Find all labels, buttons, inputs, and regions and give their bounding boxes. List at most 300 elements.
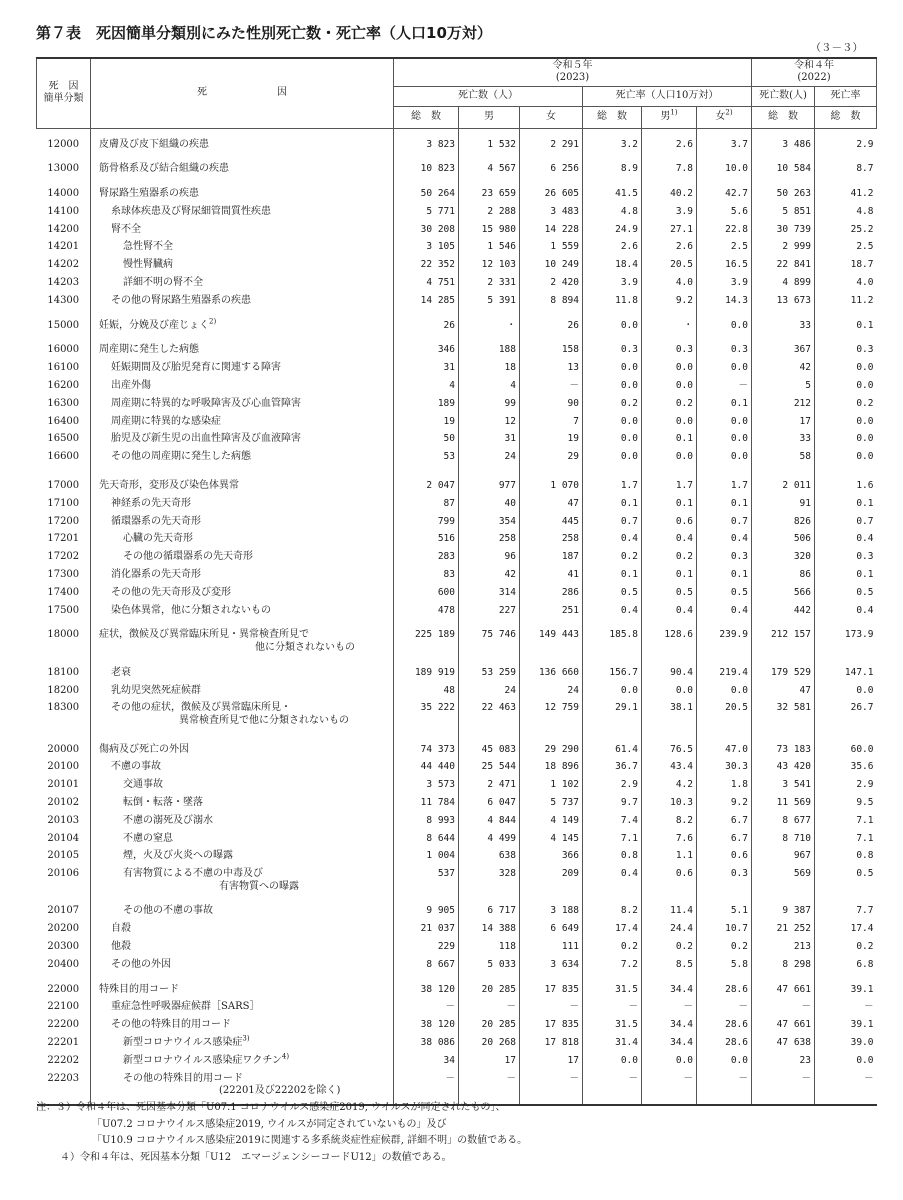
row-cause	[91, 496, 394, 514]
row-value: 14.3	[697, 293, 752, 311]
row-value: 4	[394, 378, 459, 396]
row-code: 17200	[47, 515, 80, 527]
row-value: 2 471	[459, 777, 520, 795]
row-value: 10 249	[520, 257, 583, 275]
header-male: 男	[459, 106, 520, 128]
row-cause-label: 糸球体疾患及び腎尿細管間質性疾患	[111, 205, 271, 217]
row-value: 1.7	[642, 467, 697, 496]
row-value: 41	[520, 567, 583, 585]
row-value: 5 771	[394, 204, 459, 222]
row-value: 2 420	[520, 275, 583, 293]
row-value: 47 661	[752, 1017, 815, 1035]
row-value: 10.0	[697, 154, 752, 179]
row-cause-label: 不慮の窒息	[123, 832, 173, 844]
row-value: 0.7	[697, 514, 752, 532]
row-cause-label: 腎尿路生殖器系の疾患	[99, 188, 199, 200]
row-value: 2.6	[642, 239, 697, 257]
row-value: ・	[642, 311, 697, 336]
row-code: 13000	[47, 163, 80, 175]
row-value: 28.6	[697, 975, 752, 1000]
row-value: 7.1	[815, 831, 877, 849]
table-row	[37, 999, 877, 1017]
row-value: 74 373	[394, 731, 459, 760]
row-cause	[91, 1053, 394, 1071]
row-value: 0.2	[642, 939, 697, 957]
row-cause	[91, 939, 394, 957]
row-value: 0.6	[642, 514, 697, 532]
row-value: 9.2	[697, 795, 752, 813]
row-value: 0.0	[583, 360, 642, 378]
row-value: 1 546	[459, 239, 520, 257]
table-row	[37, 396, 877, 414]
row-value: 0.0	[697, 431, 752, 449]
row-value: 31.5	[583, 1017, 642, 1035]
table-row	[37, 378, 877, 396]
row-value: 9.2	[642, 293, 697, 311]
row-code: 16000	[47, 344, 80, 356]
row-value: －	[697, 1071, 752, 1105]
row-value: 14 228	[520, 222, 583, 240]
row-cause	[91, 658, 394, 683]
row-value: 212	[752, 396, 815, 414]
row-value: 11.2	[815, 293, 877, 311]
row-cause-label: 周産期に発生した病態	[99, 344, 199, 356]
row-cause	[91, 549, 394, 567]
table-row	[37, 620, 877, 657]
header-total: 総 数	[394, 106, 459, 128]
row-value: 0.5	[815, 866, 877, 896]
row-cause-label: その他の外因	[111, 958, 171, 970]
row-value: －	[815, 999, 877, 1017]
table-row	[37, 179, 877, 204]
row-value: 537	[394, 866, 459, 896]
mortality-table	[36, 57, 877, 1106]
row-cause-label-cont: 異常検査所見で他に分類されないもの	[179, 714, 349, 726]
row-value: 5.1	[697, 896, 752, 921]
row-value: 0.8	[815, 848, 877, 866]
row-cause-label: 症状，徴候及び異常臨床所見・異常検査所見で	[99, 629, 309, 641]
row-value: 0.4	[815, 531, 877, 549]
table-row	[37, 759, 877, 777]
row-value: 29 290	[520, 731, 583, 760]
row-cause-label: 転倒・転落・墜落	[123, 797, 203, 808]
row-cause	[91, 128, 394, 154]
row-value: 11.8	[583, 293, 642, 311]
row-value: 0.2	[642, 549, 697, 567]
row-value: 0.1	[697, 396, 752, 414]
row-value: 7.1	[583, 831, 642, 849]
row-code: 14200	[47, 223, 80, 235]
row-value: 0.2	[697, 939, 752, 957]
row-cause	[91, 731, 394, 760]
row-value: 0.0	[642, 360, 697, 378]
row-value: 47 638	[752, 1035, 815, 1053]
table-row	[37, 222, 877, 240]
row-value: 33	[752, 431, 815, 449]
row-value: 90	[520, 396, 583, 414]
row-cause-label: 妊娠期間及び胎児発育に関連する障害	[111, 362, 281, 374]
row-value: 2.9	[815, 777, 877, 795]
row-value: 173.9	[815, 620, 877, 657]
row-value: 10 823	[394, 154, 459, 179]
row-value: 39.1	[815, 975, 877, 1000]
row-code: 20104	[47, 832, 80, 844]
row-cause-label: 不慮の溺死及び溺水	[123, 814, 213, 826]
row-value: 18 896	[520, 759, 583, 777]
row-value: 96	[459, 549, 520, 567]
row-value: 12 103	[459, 257, 520, 275]
row-value: 20 285	[459, 975, 520, 1000]
row-value: 13	[520, 360, 583, 378]
note-3-line3: 「U10.9 コロナウイルス感染症2019に関連する多系統炎症性症候群, 詳細不明」の数値である。	[92, 1135, 528, 1146]
row-code: 22200	[47, 1019, 80, 1031]
row-value: －	[815, 1071, 877, 1105]
row-value: 40	[459, 496, 520, 514]
row-value: 4 499	[459, 831, 520, 849]
row-value: 0.3	[583, 335, 642, 360]
row-value: 0.0	[815, 683, 877, 701]
row-value: 111	[520, 939, 583, 957]
row-value: 1.1	[642, 848, 697, 866]
row-code: 20107	[47, 905, 80, 917]
row-cause	[91, 813, 394, 831]
row-cause-label: 染色体異常，他に分類されないもの	[111, 604, 271, 616]
row-cause	[91, 567, 394, 585]
row-value: 38 120	[394, 975, 459, 1000]
table-row	[37, 1017, 877, 1035]
row-value: 11.4	[642, 896, 697, 921]
row-value: 9.7	[583, 795, 642, 813]
row-value: 73 183	[752, 731, 815, 760]
row-value: 258	[520, 531, 583, 549]
row-cause	[91, 514, 394, 532]
row-cause	[91, 585, 394, 603]
row-value: 42.7	[697, 179, 752, 204]
row-value: 189	[394, 396, 459, 414]
row-value: －	[459, 1071, 520, 1105]
row-code: 22000	[47, 983, 80, 995]
row-code: 16300	[47, 397, 80, 409]
row-value: 47 661	[752, 975, 815, 1000]
row-value: 18	[459, 360, 520, 378]
row-value: 34.4	[642, 975, 697, 1000]
row-value: 17	[752, 414, 815, 432]
row-value: 225 189	[394, 620, 459, 657]
row-cause-label: 老衰	[111, 666, 131, 678]
row-value: 6.8	[815, 957, 877, 975]
table-row	[37, 467, 877, 496]
row-cause-label: 乳幼児突然死症候群	[111, 684, 201, 696]
row-value: 20.5	[642, 257, 697, 275]
row-cause-label: その他の特殊目的用コード	[123, 1072, 243, 1084]
row-value: －	[459, 999, 520, 1017]
row-code: 17202	[47, 551, 80, 563]
row-cause-label: 胎児及び新生児の出血性障害及び血液障害	[111, 433, 301, 445]
row-cause	[91, 335, 394, 360]
row-value: 239.9	[697, 620, 752, 657]
row-value: 22 463	[459, 700, 520, 730]
row-value: 3.9	[697, 275, 752, 293]
row-value: 15 980	[459, 222, 520, 240]
row-value: 251	[520, 603, 583, 621]
row-value: 1.6	[815, 467, 877, 496]
row-value: 19	[394, 414, 459, 432]
row-value: 8 298	[752, 957, 815, 975]
row-value: 0.0	[583, 414, 642, 432]
row-value: 0.4	[815, 603, 877, 621]
row-value: 9 905	[394, 896, 459, 921]
row-cause-label: 周産期に特異的な感染症	[111, 415, 221, 427]
row-value: 0.1	[642, 567, 697, 585]
table-row	[37, 921, 877, 939]
row-value: 0.3	[815, 335, 877, 360]
row-cause	[91, 360, 394, 378]
row-value: 11 569	[752, 795, 815, 813]
row-cause-label: 傷病及び死亡の外因	[99, 743, 189, 755]
row-cause	[91, 467, 394, 496]
row-value: －	[520, 999, 583, 1017]
row-value: 3 573	[394, 777, 459, 795]
row-value: 2.5	[697, 239, 752, 257]
row-value: 61.4	[583, 731, 642, 760]
row-value: 212 157	[752, 620, 815, 657]
row-value: 90.4	[642, 658, 697, 683]
row-code: 20400	[47, 958, 80, 970]
table-row	[37, 335, 877, 360]
row-value: 24	[520, 683, 583, 701]
row-cause-label: 重症急性呼吸器症候群［SARS］	[111, 1001, 260, 1013]
row-value: 38 086	[394, 1035, 459, 1053]
row-value: 58	[752, 449, 815, 467]
row-value: 45 083	[459, 731, 520, 760]
row-cause	[91, 257, 394, 275]
row-value: 2 999	[752, 239, 815, 257]
row-value: 8 644	[394, 831, 459, 849]
row-value: 2.9	[583, 777, 642, 795]
row-cause	[91, 431, 394, 449]
row-cause-label: 循環器系の先天奇形	[111, 515, 201, 527]
table-row	[37, 257, 877, 275]
row-value: 0.1	[815, 496, 877, 514]
row-cause-label-cont: 有害物質への曝露	[219, 880, 299, 892]
row-value: 83	[394, 567, 459, 585]
table-row	[37, 531, 877, 549]
row-value: 0.0	[815, 414, 877, 432]
row-value: 5 851	[752, 204, 815, 222]
row-value: 0.1	[642, 431, 697, 449]
row-code: 16500	[47, 433, 80, 445]
row-cause-label: 不慮の事故	[111, 761, 161, 773]
row-value: 50 264	[394, 179, 459, 204]
row-value: 99	[459, 396, 520, 414]
row-cause-label: その他の症状，徴候及び異常臨床所見・	[111, 702, 291, 714]
table-row	[37, 777, 877, 795]
row-value: 0.0	[583, 683, 642, 701]
row-value: 213	[752, 939, 815, 957]
row-code: 20000	[47, 743, 80, 755]
row-cause-label: その他の先天奇形及び変形	[111, 586, 231, 598]
row-code: 20101	[47, 779, 80, 791]
row-value: 19	[520, 431, 583, 449]
table-row	[37, 275, 877, 293]
row-value: 4	[459, 378, 520, 396]
row-cause	[91, 414, 394, 432]
row-value: 1.7	[697, 467, 752, 496]
row-value: 128.6	[642, 620, 697, 657]
row-value: 0.0	[697, 311, 752, 336]
row-value: 48	[394, 683, 459, 701]
row-value: 0.0	[815, 431, 877, 449]
row-cause	[91, 396, 394, 414]
row-value: 0.4	[642, 531, 697, 549]
row-value: 7	[520, 414, 583, 432]
row-cause-label: 新型コロナウイルス感染症	[123, 1037, 243, 1049]
row-code: 17201	[47, 533, 80, 545]
row-value: 3.2	[583, 128, 642, 154]
row-value: 229	[394, 939, 459, 957]
row-cause	[91, 449, 394, 467]
row-value: 12 759	[520, 700, 583, 730]
row-value: 5 033	[459, 957, 520, 975]
row-value: 31.4	[583, 1035, 642, 1053]
row-value: 6 717	[459, 896, 520, 921]
row-code: 20105	[47, 850, 80, 862]
row-value: 34.4	[642, 1017, 697, 1035]
row-value: 1 070	[520, 467, 583, 496]
row-value: 516	[394, 531, 459, 549]
row-value: 5.6	[697, 204, 752, 222]
row-value: 7.6	[642, 831, 697, 849]
table-row	[37, 939, 877, 957]
header-prev-deaths: 死亡数(人)	[752, 86, 815, 106]
row-value: 0.5	[583, 585, 642, 603]
row-code: 16600	[47, 451, 80, 463]
row-cause	[91, 531, 394, 549]
table-row	[37, 957, 877, 975]
row-cause-label: その他の特殊目的用コード	[111, 1019, 231, 1031]
row-value: 0.0	[583, 449, 642, 467]
row-cause-label: 消化器系の先天奇形	[111, 569, 201, 581]
row-cause	[91, 1035, 394, 1053]
row-value: 8.7	[815, 154, 877, 179]
row-code: 22201	[47, 1037, 80, 1049]
row-value: 10 584	[752, 154, 815, 179]
row-value: 44 440	[394, 759, 459, 777]
table-row	[37, 311, 877, 336]
row-value: 367	[752, 335, 815, 360]
table-row	[37, 1053, 877, 1071]
row-code: 18200	[47, 684, 80, 696]
row-value: 87	[394, 496, 459, 514]
row-value: 0.0	[583, 431, 642, 449]
row-code: 18000	[47, 629, 80, 641]
row-cause-label-cont: 他に分類されないもの	[255, 641, 355, 653]
row-value: 5	[752, 378, 815, 396]
row-code: 17400	[47, 586, 80, 598]
row-value: 3 823	[394, 128, 459, 154]
row-cause	[91, 759, 394, 777]
row-value: －	[394, 999, 459, 1017]
table-row	[37, 293, 877, 311]
row-value: 8 677	[752, 813, 815, 831]
table-row	[37, 683, 877, 701]
row-value: 22.8	[697, 222, 752, 240]
header-prev-rate: 死亡率	[815, 86, 877, 106]
row-value: 799	[394, 514, 459, 532]
table-row	[37, 431, 877, 449]
table-body	[37, 128, 877, 1105]
row-value: 189 919	[394, 658, 459, 683]
row-cause	[91, 831, 394, 849]
row-value: 0.0	[583, 311, 642, 336]
row-value: 0.1	[697, 567, 752, 585]
note-4: ４）令和４年は、死因基本分類「U12 エマージェンシーコードU12」の数値である。	[60, 1151, 452, 1163]
note-3-line1: 注：３）令和４年は、死因基本分類「U07.1 コロナウイルス感染症2019, ウイルスが同定されたもの」、	[36, 1102, 506, 1113]
table-row	[37, 866, 877, 896]
row-value: 30.3	[697, 759, 752, 777]
row-value: 28.6	[697, 1017, 752, 1035]
row-cause-label: 慢性腎臓病	[123, 259, 173, 271]
row-value: 2.5	[815, 239, 877, 257]
row-cause	[91, 603, 394, 621]
row-value: 600	[394, 585, 459, 603]
footnotes	[36, 1100, 527, 1166]
row-value: 0.0	[815, 449, 877, 467]
row-value: 4 145	[520, 831, 583, 849]
row-value: 227	[459, 603, 520, 621]
header-deaths: 死亡数（人）	[394, 86, 583, 106]
row-value: 0.4	[697, 531, 752, 549]
row-code: 16100	[47, 362, 80, 374]
row-value: 0.0	[697, 449, 752, 467]
row-value: 8 667	[394, 957, 459, 975]
row-code: 22202	[47, 1054, 80, 1066]
row-value: 0.2	[642, 396, 697, 414]
row-value: 3 105	[394, 239, 459, 257]
row-value: 0.3	[697, 335, 752, 360]
row-cause	[91, 896, 394, 921]
header-prev-total1: 総 数	[752, 106, 815, 128]
row-value: 14 285	[394, 293, 459, 311]
row-value: 638	[459, 848, 520, 866]
table-row	[37, 128, 877, 154]
row-value: 1 559	[520, 239, 583, 257]
row-code: 16200	[47, 380, 80, 392]
row-value: 314	[459, 585, 520, 603]
row-value: 283	[394, 549, 459, 567]
row-cause	[91, 921, 394, 939]
row-cause	[91, 957, 394, 975]
row-value: 0.0	[815, 360, 877, 378]
row-value: 2.6	[583, 239, 642, 257]
row-cause-label: 神経系の先天奇形	[111, 497, 191, 509]
row-cause-label: 有害物質による不慮の中毒及び	[123, 868, 263, 880]
row-value: 50	[394, 431, 459, 449]
row-value: 39.1	[815, 1017, 877, 1035]
row-value: 27.1	[642, 222, 697, 240]
row-value: 0.0	[815, 1053, 877, 1071]
row-value: 17.4	[815, 921, 877, 939]
row-value: 4 567	[459, 154, 520, 179]
row-cause	[91, 777, 394, 795]
row-value: 6 047	[459, 795, 520, 813]
table-row	[37, 549, 877, 567]
row-code: 14202	[47, 259, 80, 271]
table-row	[37, 585, 877, 603]
row-value: 24.9	[583, 222, 642, 240]
table-row	[37, 813, 877, 831]
page-number: （３－３）	[810, 42, 863, 54]
